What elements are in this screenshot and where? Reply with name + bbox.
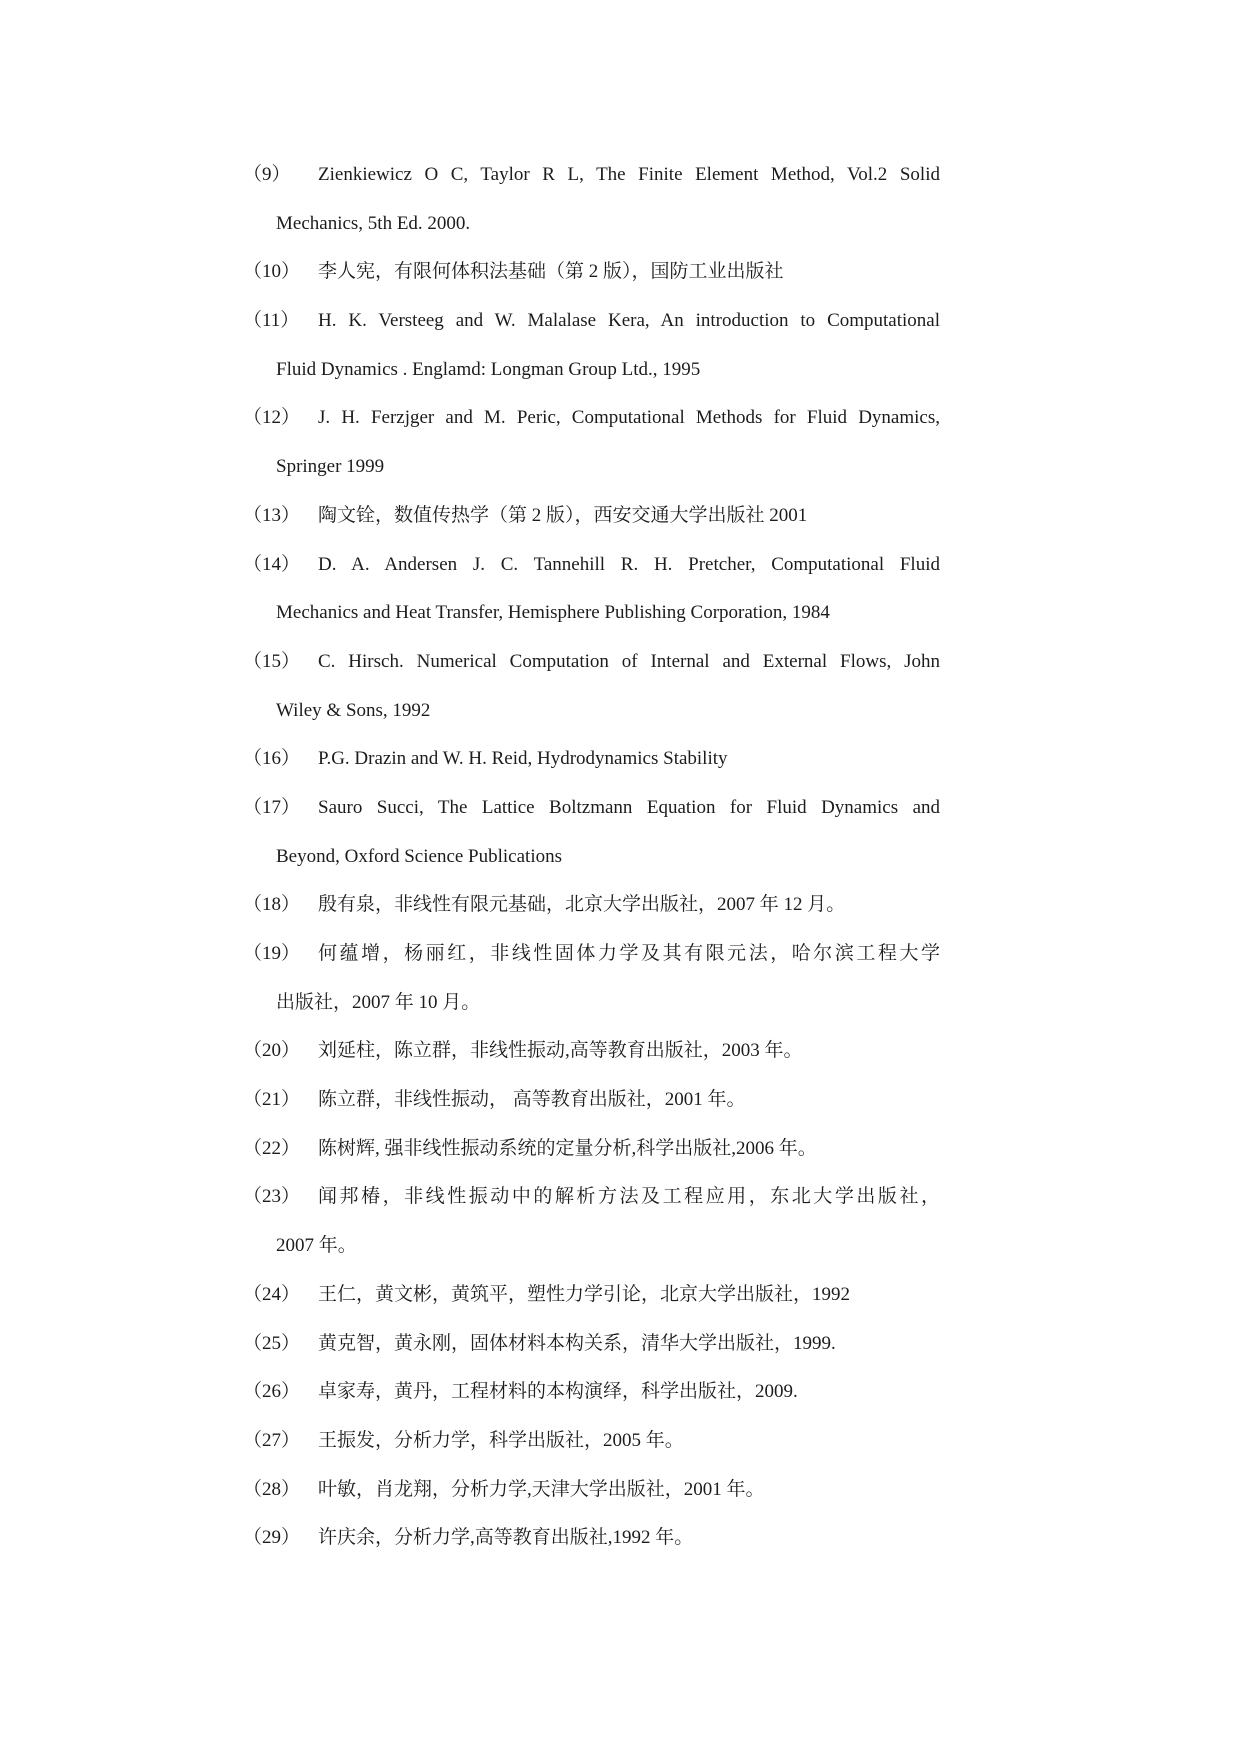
reference-first-line [243, 1076, 940, 1125]
reference-text-line: 陶文铨，数值传热学（第 2 版），西安交通大学出版社 2001 [318, 504, 808, 526]
reference-item [243, 1125, 940, 1174]
reference-text-line: 王仁，黄文彬，黄筑平，塑性力学引论，北京大学出版社，1992 [318, 1283, 851, 1305]
reference-item [243, 394, 940, 491]
reference-text-line: 黄克智，黄永刚，固体材料本构关系，清华大学出版社，1999. [318, 1332, 836, 1354]
reference-first-line [243, 881, 940, 930]
reference-first-line [243, 151, 940, 200]
reference-number: （24） [243, 1283, 301, 1305]
reference-continuation-line: Fluid Dynamics . Englamd: Longman Group Ltd., 1995 [276, 358, 701, 380]
reference-text-line: Sauro Succi, The Lattice Boltzmann Equation for Fluid Dynamics and [318, 796, 940, 818]
reference-number: （26） [243, 1381, 301, 1403]
reference-item [243, 1514, 940, 1563]
reference-item [243, 492, 940, 541]
reference-continuation-line: Springer 1999 [276, 456, 385, 478]
reference-item [243, 1271, 940, 1320]
reference-first-line [243, 930, 940, 979]
reference-number: （10） [243, 261, 301, 283]
reference-text-line: C. Hirsch. Numerical Computation of Internal and External Flows, John [318, 650, 940, 672]
reference-text-line: Zienkiewicz O C, Taylor R L, The Finite Element Method, Vol.2 Solid [318, 164, 940, 185]
reference-item [243, 881, 940, 930]
reference-first-line [243, 638, 940, 687]
reference-text-line: 陈立群，非线性振动， 高等教育出版社，2001 年。 [318, 1089, 746, 1111]
reference-number: （27） [243, 1429, 301, 1451]
reference-number: （21） [243, 1089, 301, 1111]
reference-number: （28） [243, 1478, 301, 1500]
reference-first-line [243, 784, 940, 833]
reference-first-line [243, 1368, 940, 1417]
reference-first-line [243, 1271, 940, 1320]
reference-text-line: J. H. Ferzjger and M. Peric, Computational Methods for Fluid Dynamics, [318, 407, 940, 429]
reference-first-line [243, 1466, 940, 1515]
reference-item [243, 735, 940, 784]
reference-number: （13） [243, 504, 301, 526]
reference-text-line: 许庆余，分析力学,高等教育出版社,1992 年。 [318, 1527, 694, 1549]
reference-text-line: 闻邦椿，非线性振动中的解析方法及工程应用，东北大学出版社， [318, 1186, 940, 1208]
reference-text-line: 卓家寿，黄丹，工程材料的本构演绎，科学出版社，2009. [318, 1381, 798, 1403]
reference-first-line [243, 248, 940, 297]
reference-first-line [243, 1417, 940, 1466]
reference-first-line [243, 1320, 940, 1369]
reference-item [243, 930, 940, 1027]
reference-first-line [243, 1027, 940, 1076]
reference-number: （29） [243, 1527, 301, 1549]
reference-item [243, 784, 940, 881]
reference-continuation-line: Mechanics and Heat Transfer, Hemisphere Publishing Corporation, 1984 [276, 602, 830, 624]
reference-item [243, 1417, 940, 1466]
reference-item [243, 248, 940, 297]
reference-item [243, 151, 940, 248]
reference-text-line: 叶敏，肖龙翔，分析力学,天津大学出版社，2001 年。 [318, 1478, 765, 1500]
reference-item [243, 1320, 940, 1369]
reference-item [243, 638, 940, 735]
reference-number: （25） [243, 1332, 301, 1354]
reference-continuation-line: Beyond, Oxford Science Publications [276, 845, 563, 867]
reference-text-line: 刘延柱，陈立群，非线性振动,高等教育出版社，2003 年。 [318, 1040, 803, 1062]
reference-text-line: 陈树辉, 强非线性振动系统的定量分析,科学出版社,2006 年。 [318, 1137, 817, 1159]
reference-item [243, 1173, 940, 1270]
reference-number: （20） [243, 1040, 301, 1062]
reference-text-line: P.G. Drazin and W. H. Reid, Hydrodynamics Stability [318, 748, 728, 770]
reference-first-line [243, 541, 940, 590]
reference-first-line [243, 1125, 940, 1174]
reference-continuation-line: Mechanics, 5th Ed. 2000. [276, 212, 471, 234]
reference-item [243, 541, 940, 638]
reference-number: （18） [243, 894, 301, 916]
reference-number: （15） [243, 650, 301, 672]
reference-number: （19） [243, 943, 301, 964]
reference-number: （12） [243, 407, 301, 429]
reference-number: （17） [243, 796, 301, 818]
reference-text-line: 殷有泉，非线性有限元基础，北京大学出版社，2007 年 12 月。 [318, 894, 846, 916]
reference-number: （23） [243, 1186, 301, 1208]
reference-continuation-line: Wiley & Sons, 1992 [276, 699, 431, 721]
reference-item [243, 1466, 940, 1515]
reference-first-line [243, 297, 940, 346]
reference-text-line: D. A. Andersen J. C. Tannehill R. H. Pretcher, Computational Fluid [318, 553, 940, 575]
reference-first-line [243, 492, 940, 541]
reference-item [243, 1027, 940, 1076]
reference-continuation-line: 出版社，2007 年 10 月。 [276, 991, 481, 1013]
reference-item [243, 297, 940, 394]
reference-item [243, 1368, 940, 1417]
reference-text-line: 李人宪，有限何体积法基础（第 2 版），国防工业出版社 [318, 261, 784, 283]
reference-number: （16） [243, 748, 301, 770]
reference-first-line [243, 394, 940, 443]
reference-text-line: 何蕴增，杨丽红，非线性固体力学及其有限元法，哈尔滨工程大学 [318, 943, 940, 964]
reference-first-line [243, 1173, 940, 1222]
reference-first-line [243, 735, 940, 784]
reference-text-line: H. K. Versteeg and W. Malalase Kera, An introduction to Computational [318, 310, 940, 332]
reference-number: （22） [243, 1137, 301, 1159]
reference-first-line [243, 1514, 940, 1563]
reference-number: （9） [243, 164, 291, 185]
reference-number: （14） [243, 553, 301, 575]
reference-text-line: 王振发，分析力学，科学出版社，2005 年。 [318, 1429, 684, 1451]
reference-item [243, 1076, 940, 1125]
reference-number: （11） [243, 310, 300, 332]
reference-continuation-line: 2007 年。 [276, 1235, 357, 1257]
